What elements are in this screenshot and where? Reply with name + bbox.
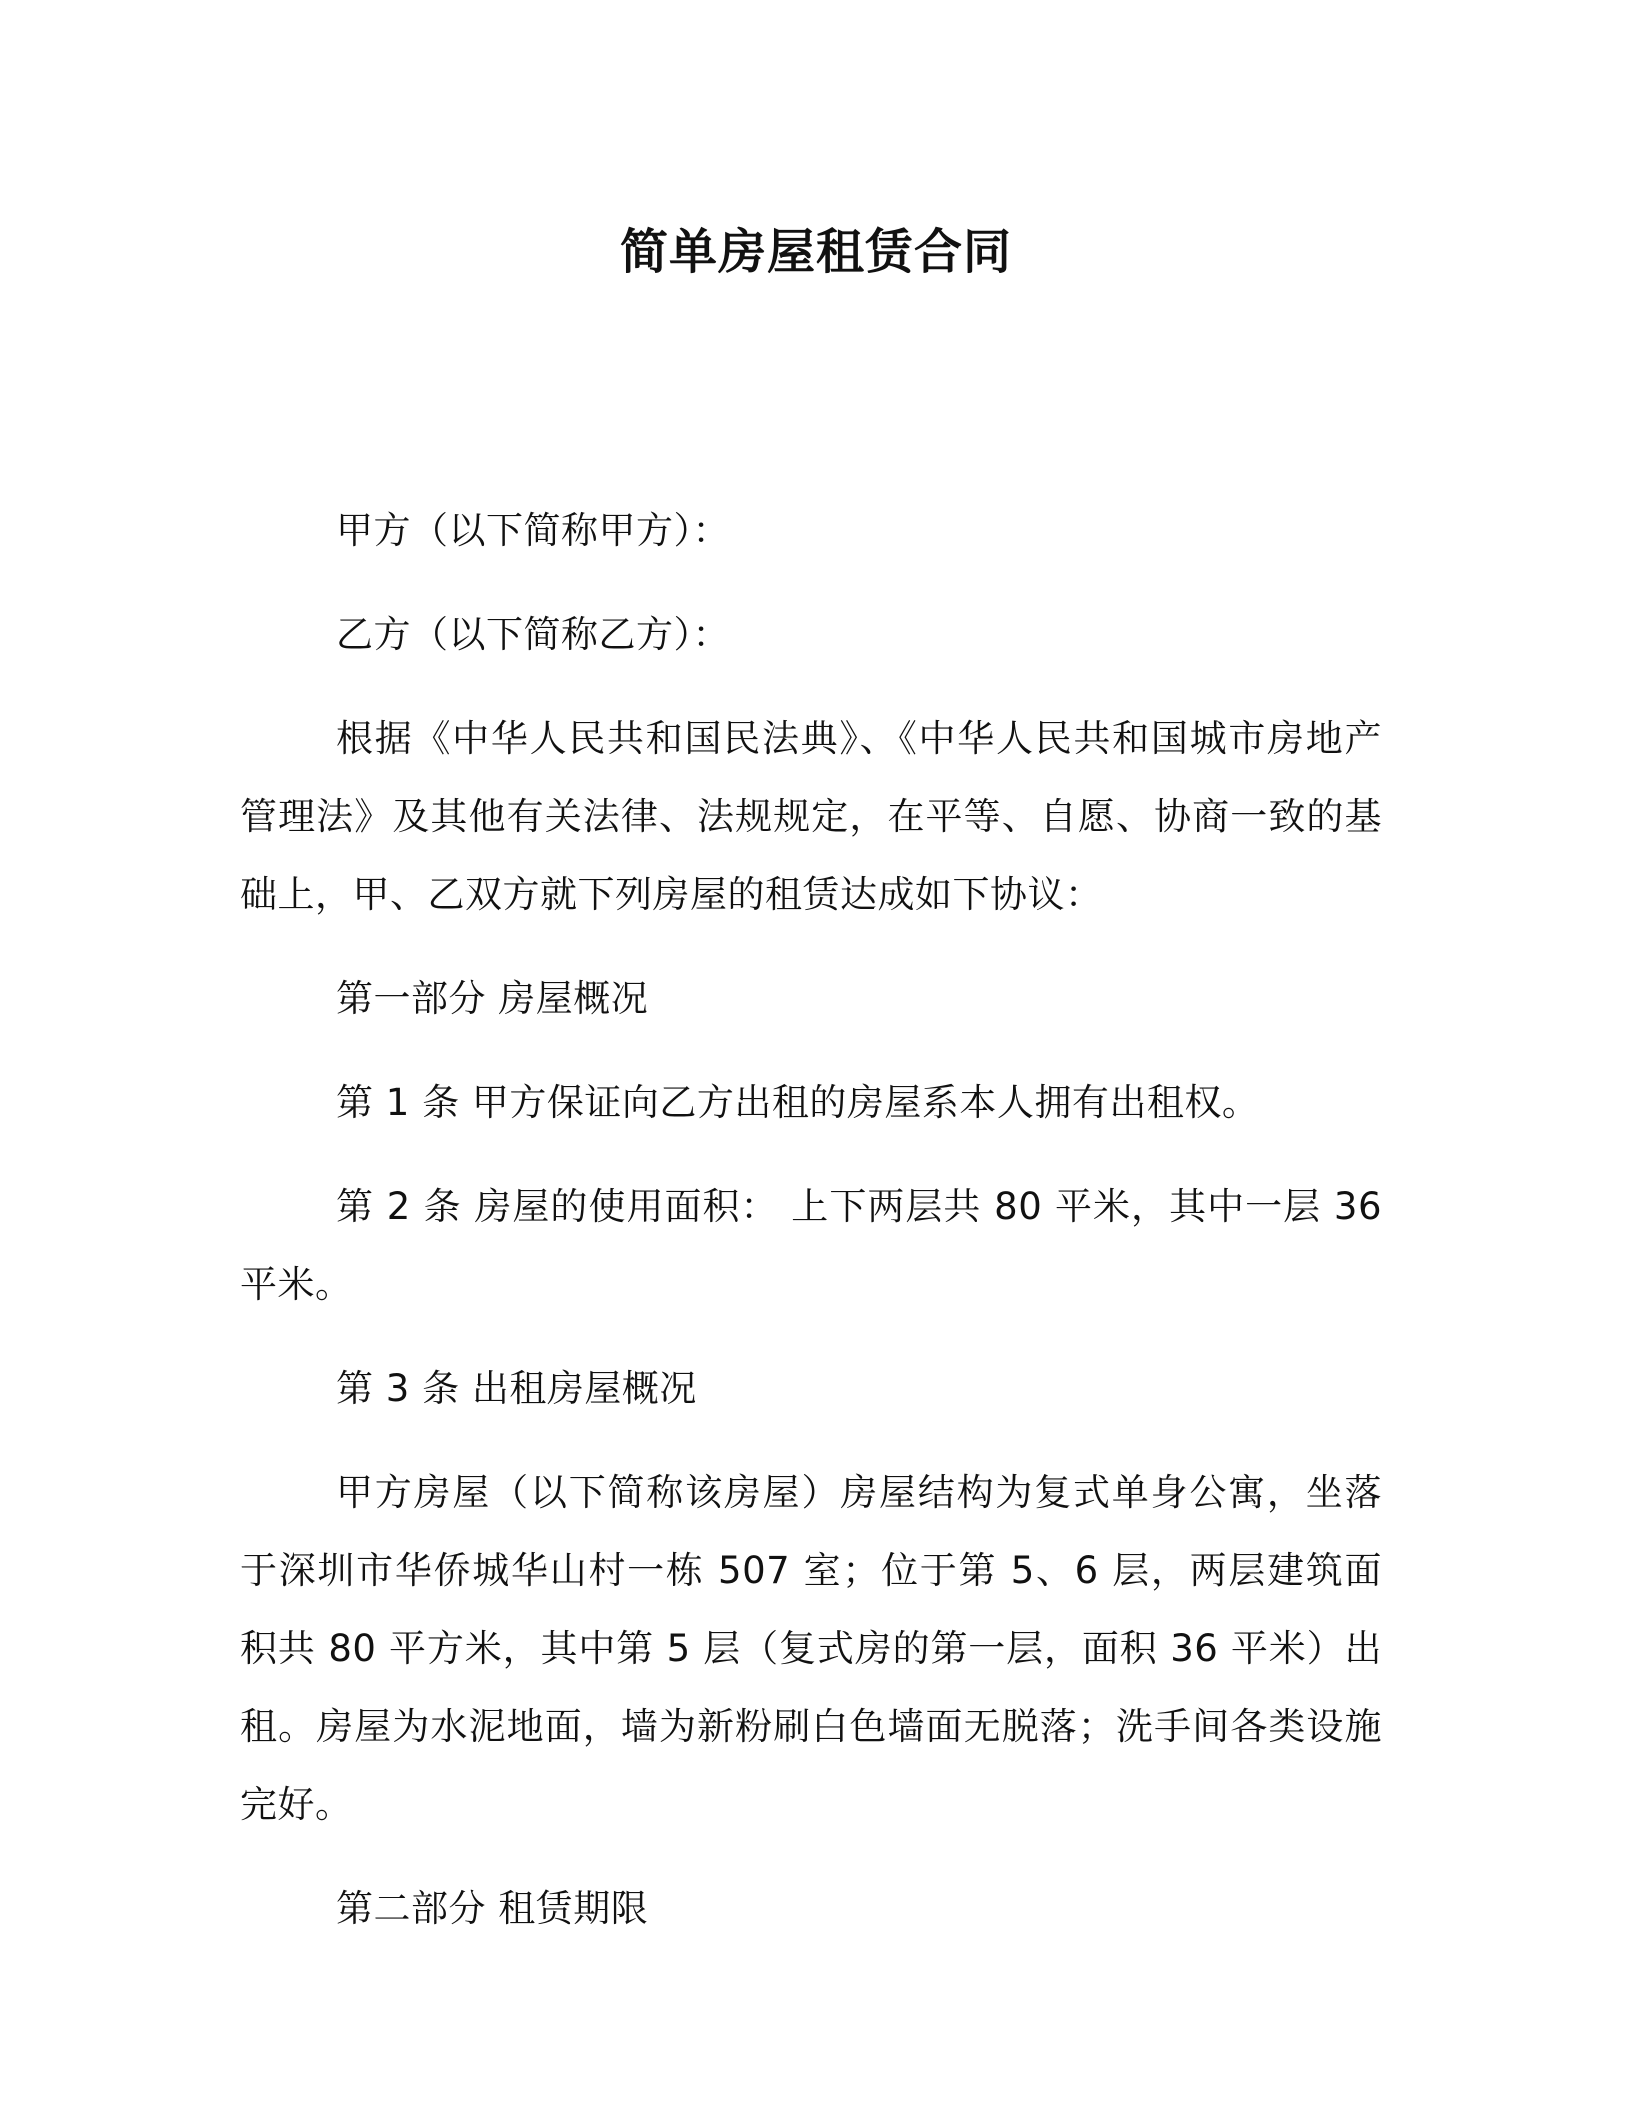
party-b-line: 乙方（以下简称乙方）：	[336, 613, 730, 656]
document-title: 简单房屋租赁合同	[619, 224, 1012, 280]
article-3-description: 甲方房屋（以下简称该房屋）房屋结构为复式单身公寓，坐落于深圳市华侨城华山村一栋 507 室；位于第 5、6 层，两层建筑面积共 80 平方米，其中第 5 层（复式房的第一层，面积 36 平米）出租。房屋为水泥地面，墙为新粉刷白色墙面无脱落；洗手间各类设施完好。	[240, 1471, 1382, 1826]
party-a-line: 甲方（以下简称甲方）：	[336, 509, 730, 552]
article-1: 第 1 条 甲方保证向乙方出租的房屋系本人拥有出租权。	[336, 1081, 1260, 1124]
article-3-heading: 第 3 条 出租房屋概况	[336, 1367, 697, 1410]
section-heading-part-one: 第一部分 房屋概况	[336, 977, 649, 1020]
section-heading-part-two: 第二部分 租赁期限	[336, 1887, 649, 1930]
document-body	[240, 492, 1382, 1974]
article-2: 第 2 条 房屋的使用面积： 上下两层共 80 平米，其中一层 36 平米。	[240, 1185, 1382, 1306]
preamble-paragraph: 根据《中华人民共和国民法典》、《中华人民共和国城市房地产管理法》及其他有关法律、法规规定，在平等、自愿、协商一致的基础上，甲、乙双方就下列房屋的租赁达成如下协议：	[240, 717, 1382, 916]
